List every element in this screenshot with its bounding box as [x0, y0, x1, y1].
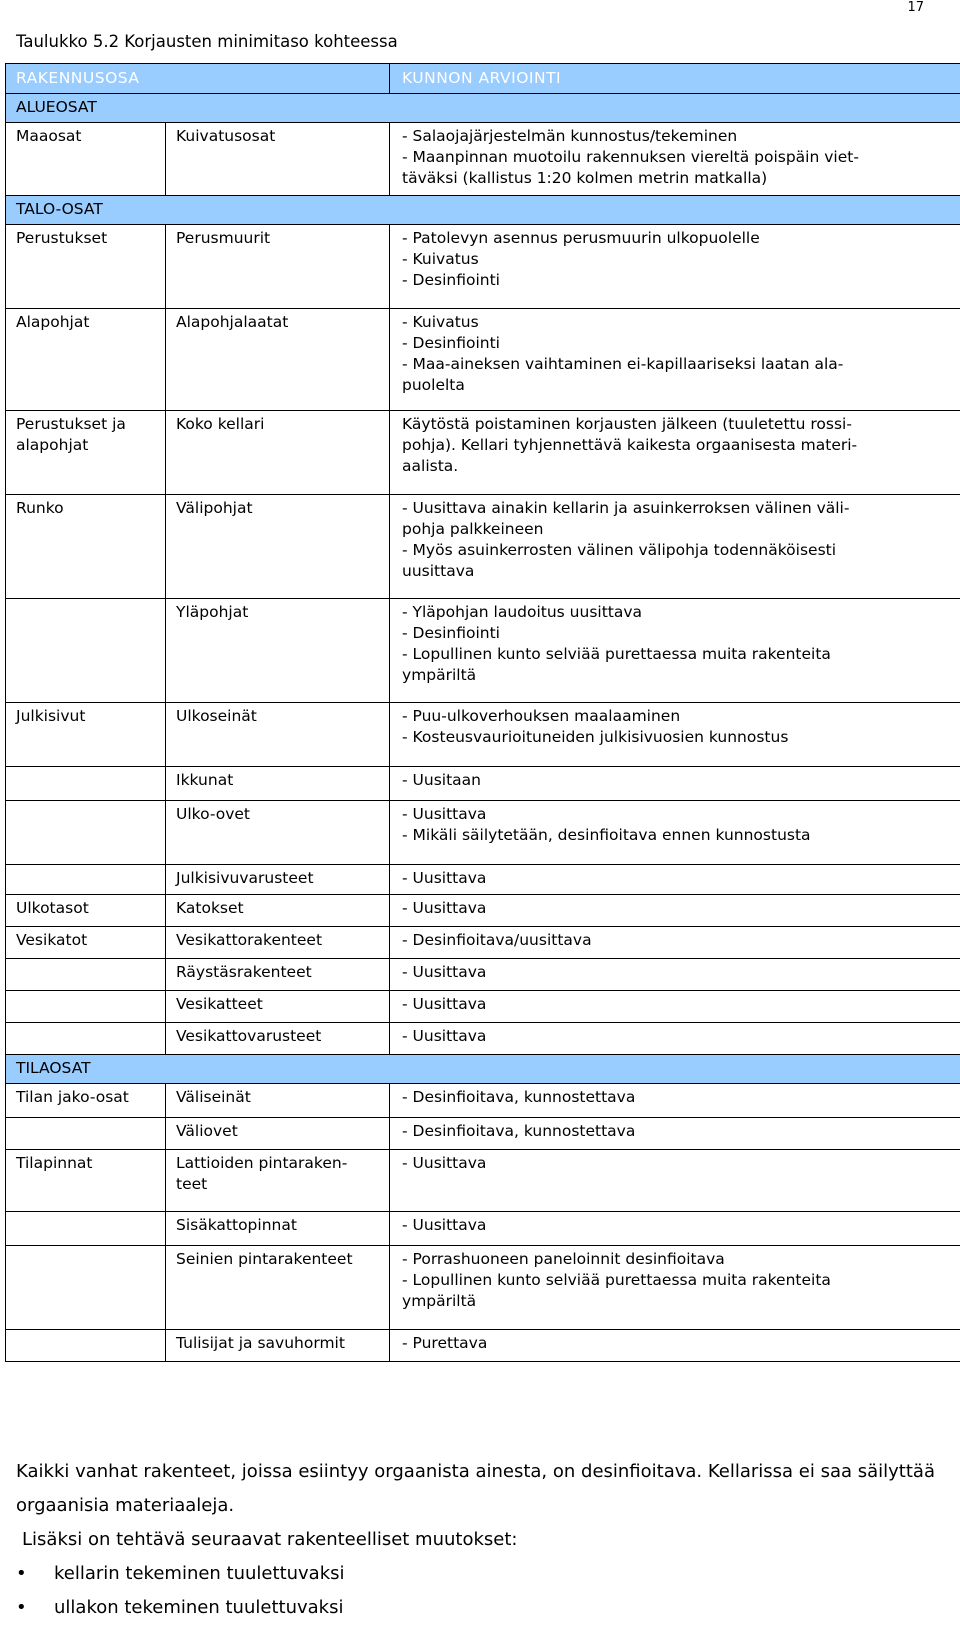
arviointi-cell — [390, 1084, 960, 1118]
rakennusosa-cell — [6, 865, 166, 895]
notes — [16, 1455, 946, 1625]
osa-cell — [166, 703, 390, 767]
page-number: 17 — [907, 0, 924, 15]
osa-cell-text: Ulko-ovet — [176, 805, 250, 823]
arviointi-cell — [390, 703, 960, 767]
osa-cell-text: Välipohjat — [176, 499, 253, 517]
osa-cell-text: Julkisivuvarusteet — [176, 869, 314, 887]
table-row — [6, 991, 960, 1023]
table-row — [6, 1150, 960, 1212]
rakennusosa-cell-text: Ulkotasot — [16, 899, 89, 917]
rakennusosa-cell — [6, 225, 166, 309]
table-row — [6, 1118, 960, 1150]
rakennusosa-cell-text: Tilan jako-osat — [16, 1088, 129, 1106]
osa-cell-text: Kuivatusosat — [176, 127, 276, 145]
notes-lead: Lisäksi on tehtävä seuraavat rakenteelliset muutokset: — [22, 1529, 518, 1550]
rakennusosa-cell — [6, 599, 166, 703]
arviointi-cell-text: - Uusittava — [402, 1027, 487, 1045]
arviointi-cell — [390, 1212, 960, 1246]
list-item-text: ullakon tekeminen tuulettuvaksi — [54, 1597, 344, 1618]
rakennusosa-cell — [6, 959, 166, 991]
osa-cell — [166, 1212, 390, 1246]
arviointi-cell-text: - Uusittava ainakin kellarin ja asuinkerroksen välinen väli- pohja palkkeineen - Myös asuinkerrosten välinen välipohja todennäköisesti uusittava — [402, 499, 850, 580]
osa-cell-text: Vesikattorakenteet — [176, 931, 323, 949]
osa-cell — [166, 801, 390, 865]
bullet-icon: • — [16, 1563, 27, 1584]
table-row — [6, 309, 960, 411]
arviointi-cell — [390, 767, 960, 801]
arviointi-cell-text: - Desinfioitava, kunnostettava — [402, 1088, 636, 1106]
osa-cell — [166, 225, 390, 309]
osa-cell — [166, 927, 390, 959]
rakennusosa-cell — [6, 1150, 166, 1212]
table-row — [6, 495, 960, 599]
arviointi-cell — [390, 495, 960, 599]
osa-cell — [166, 895, 390, 927]
osa-cell-text: Alapohjalaatat — [176, 313, 289, 331]
osa-cell-text: Lattioiden pintaraken- teet — [176, 1154, 348, 1193]
osa-cell-text: Ikkunat — [176, 771, 234, 789]
header-kunnon-arviointi: KUNNON ARVIOINTI — [390, 64, 960, 94]
osa-cell-text: Seinien pintarakenteet — [176, 1250, 353, 1268]
table-header-row — [6, 64, 960, 94]
arviointi-cell-text: - Kuivatus - Desinfiointi - Maa-aineksen vaihtaminen ei-kapillaariseksi laatan ala- puolelta — [402, 313, 844, 394]
osa-cell — [166, 865, 390, 895]
rakennusosa-cell — [6, 495, 166, 599]
rakennusosa-cell-text: Maaosat — [16, 127, 82, 145]
repair-table — [5, 63, 960, 1362]
table-row — [6, 865, 960, 895]
table-row — [6, 225, 960, 309]
arviointi-cell — [390, 895, 960, 927]
arviointi-cell-text: - Salaojajärjestelmän kunnostus/tekeminen - Maanpinnan muotoilu rakennuksen viereltä poispäin viet- täväksi (kallistus 1:20 kolmen metrin matkalla) — [402, 127, 859, 187]
arviointi-cell-text: - Patolevyn asennus perusmuurin ulkopuolelle - Kuivatus - Desinfiointi — [402, 229, 760, 289]
table-row — [6, 927, 960, 959]
section-label: TILAOSAT — [6, 1055, 960, 1084]
table-row — [6, 1084, 960, 1118]
rakennusosa-cell-text: Perustukset ja alapohjat — [16, 415, 126, 454]
osa-cell-text: Yläpohjat — [176, 603, 249, 621]
rakennusosa-cell-text: Tilapinnat — [16, 1154, 93, 1172]
section-row-talo-osat — [6, 196, 960, 225]
table-row — [6, 411, 960, 495]
osa-cell — [166, 1246, 390, 1330]
osa-cell-text: Vesikatteet — [176, 995, 263, 1013]
table-row — [6, 703, 960, 767]
osa-cell-text: Vesikattovarusteet — [176, 1027, 322, 1045]
arviointi-cell — [390, 991, 960, 1023]
arviointi-cell-text: - Uusitaan — [402, 771, 481, 789]
arviointi-cell-text: - Desinfioitava, kunnostettava — [402, 1122, 636, 1140]
osa-cell-text: Sisäkattopinnat — [176, 1216, 297, 1234]
arviointi-cell — [390, 959, 960, 991]
osa-cell — [166, 767, 390, 801]
osa-cell-text: Väliseinät — [176, 1088, 251, 1106]
rakennusosa-cell — [6, 1246, 166, 1330]
notes-bullet-list — [16, 1557, 946, 1625]
osa-cell — [166, 599, 390, 703]
arviointi-cell — [390, 1330, 960, 1362]
arviointi-cell-text: - Uusittava — [402, 1216, 487, 1234]
rakennusosa-cell-text: Runko — [16, 499, 64, 517]
rakennusosa-cell — [6, 1212, 166, 1246]
section-label: ALUEOSAT — [6, 94, 960, 123]
table-row — [6, 123, 960, 196]
rakennusosa-cell-text: Julkisivut — [16, 707, 86, 725]
arviointi-cell-text: - Desinfioitava/uusittava — [402, 931, 592, 949]
rakennusosa-cell — [6, 1330, 166, 1362]
arviointi-cell-text: - Yläpohjan laudoitus uusittava - Desinfiointi - Lopullinen kunto selviää purettaessa muita rakenteita ympäriltä — [402, 603, 831, 684]
rakennusosa-cell — [6, 895, 166, 927]
section-row-alueosat — [6, 94, 960, 123]
table-row — [6, 959, 960, 991]
rakennusosa-cell — [6, 991, 166, 1023]
table-row — [6, 895, 960, 927]
rakennusosa-cell — [6, 767, 166, 801]
rakennusosa-cell — [6, 123, 166, 196]
osa-cell — [166, 1023, 390, 1055]
osa-cell-text: Väliovet — [176, 1122, 238, 1140]
arviointi-cell — [390, 225, 960, 309]
osa-cell-text: Koko kellari — [176, 415, 265, 433]
rakennusosa-cell — [6, 309, 166, 411]
osa-cell — [166, 123, 390, 196]
table-row — [6, 1023, 960, 1055]
notes-paragraph: Kaikki vanhat rakenteet, joissa esiintyy orgaanista ainesta, on desinfioitava. Kellarissa ei saa säilyttää orgaanisia materiaaleja. — [16, 1461, 935, 1516]
header-rakennusosa: RAKENNUSOSA — [6, 64, 390, 94]
arviointi-cell-text: - Uusittava — [402, 1154, 487, 1172]
osa-cell — [166, 1084, 390, 1118]
list-item — [16, 1557, 946, 1591]
bullet-icon: • — [16, 1597, 27, 1618]
osa-cell — [166, 959, 390, 991]
osa-cell-text: Tulisijat ja savuhormit — [176, 1334, 345, 1352]
table-row — [6, 599, 960, 703]
arviointi-cell — [390, 309, 960, 411]
arviointi-cell — [390, 123, 960, 196]
osa-cell — [166, 411, 390, 495]
arviointi-cell — [390, 801, 960, 865]
table-row — [6, 1212, 960, 1246]
rakennusosa-cell — [6, 1023, 166, 1055]
table-row — [6, 1330, 960, 1362]
table-row — [6, 767, 960, 801]
osa-cell — [166, 495, 390, 599]
rakennusosa-cell — [6, 411, 166, 495]
arviointi-cell-text: Käytöstä poistaminen korjausten jälkeen (tuuletettu rossi- pohja). Kellari tyhjennettävä kaikesta orgaanisesta materi- aalista. — [402, 415, 858, 475]
rakennusosa-cell — [6, 801, 166, 865]
osa-cell-text: Perusmuurit — [176, 229, 271, 247]
section-label: TALO-OSAT — [6, 196, 960, 225]
arviointi-cell-text: - Uusittava — [402, 899, 487, 917]
osa-cell — [166, 309, 390, 411]
rakennusosa-cell — [6, 1084, 166, 1118]
table-caption: Taulukko 5.2 Korjausten minimitaso kohteessa — [16, 32, 398, 51]
arviointi-cell — [390, 1246, 960, 1330]
rakennusosa-cell-text: Perustukset — [16, 229, 108, 247]
arviointi-cell-text: - Uusittava - Mikäli säilytetään, desinfioitava ennen kunnostusta — [402, 805, 811, 844]
arviointi-cell — [390, 1150, 960, 1212]
section-row-tilaosat — [6, 1055, 960, 1084]
osa-cell — [166, 1150, 390, 1212]
arviointi-cell-text: - Porrashuoneen paneloinnit desinfioitava - Lopullinen kunto selviää purettaessa muita rakenteita ympäriltä — [402, 1250, 831, 1310]
arviointi-cell — [390, 411, 960, 495]
arviointi-cell — [390, 599, 960, 703]
arviointi-cell-text: - Uusittava — [402, 995, 487, 1013]
rakennusosa-cell-text: Alapohjat — [16, 313, 90, 331]
rakennusosa-cell-text: Vesikatot — [16, 931, 88, 949]
list-item — [16, 1591, 946, 1625]
osa-cell — [166, 991, 390, 1023]
osa-cell — [166, 1330, 390, 1362]
arviointi-cell — [390, 1023, 960, 1055]
list-item-text: kellarin tekeminen tuulettuvaksi — [54, 1563, 345, 1584]
osa-cell — [166, 1118, 390, 1150]
arviointi-cell-text: - Purettava — [402, 1334, 488, 1352]
rakennusosa-cell — [6, 1118, 166, 1150]
osa-cell-text: Ulkoseinät — [176, 707, 257, 725]
osa-cell-text: Räystäsrakenteet — [176, 963, 312, 981]
rakennusosa-cell — [6, 703, 166, 767]
arviointi-cell — [390, 927, 960, 959]
table-row — [6, 1246, 960, 1330]
arviointi-cell-text: - Puu-ulkoverhouksen maalaaminen - Kosteusvaurioituneiden julkisivuosien kunnostus — [402, 707, 789, 746]
arviointi-cell-text: - Uusittava — [402, 963, 487, 981]
osa-cell-text: Katokset — [176, 899, 244, 917]
table-row — [6, 801, 960, 865]
arviointi-cell-text: - Uusittava — [402, 869, 487, 887]
rakennusosa-cell — [6, 927, 166, 959]
arviointi-cell — [390, 1118, 960, 1150]
arviointi-cell — [390, 865, 960, 895]
